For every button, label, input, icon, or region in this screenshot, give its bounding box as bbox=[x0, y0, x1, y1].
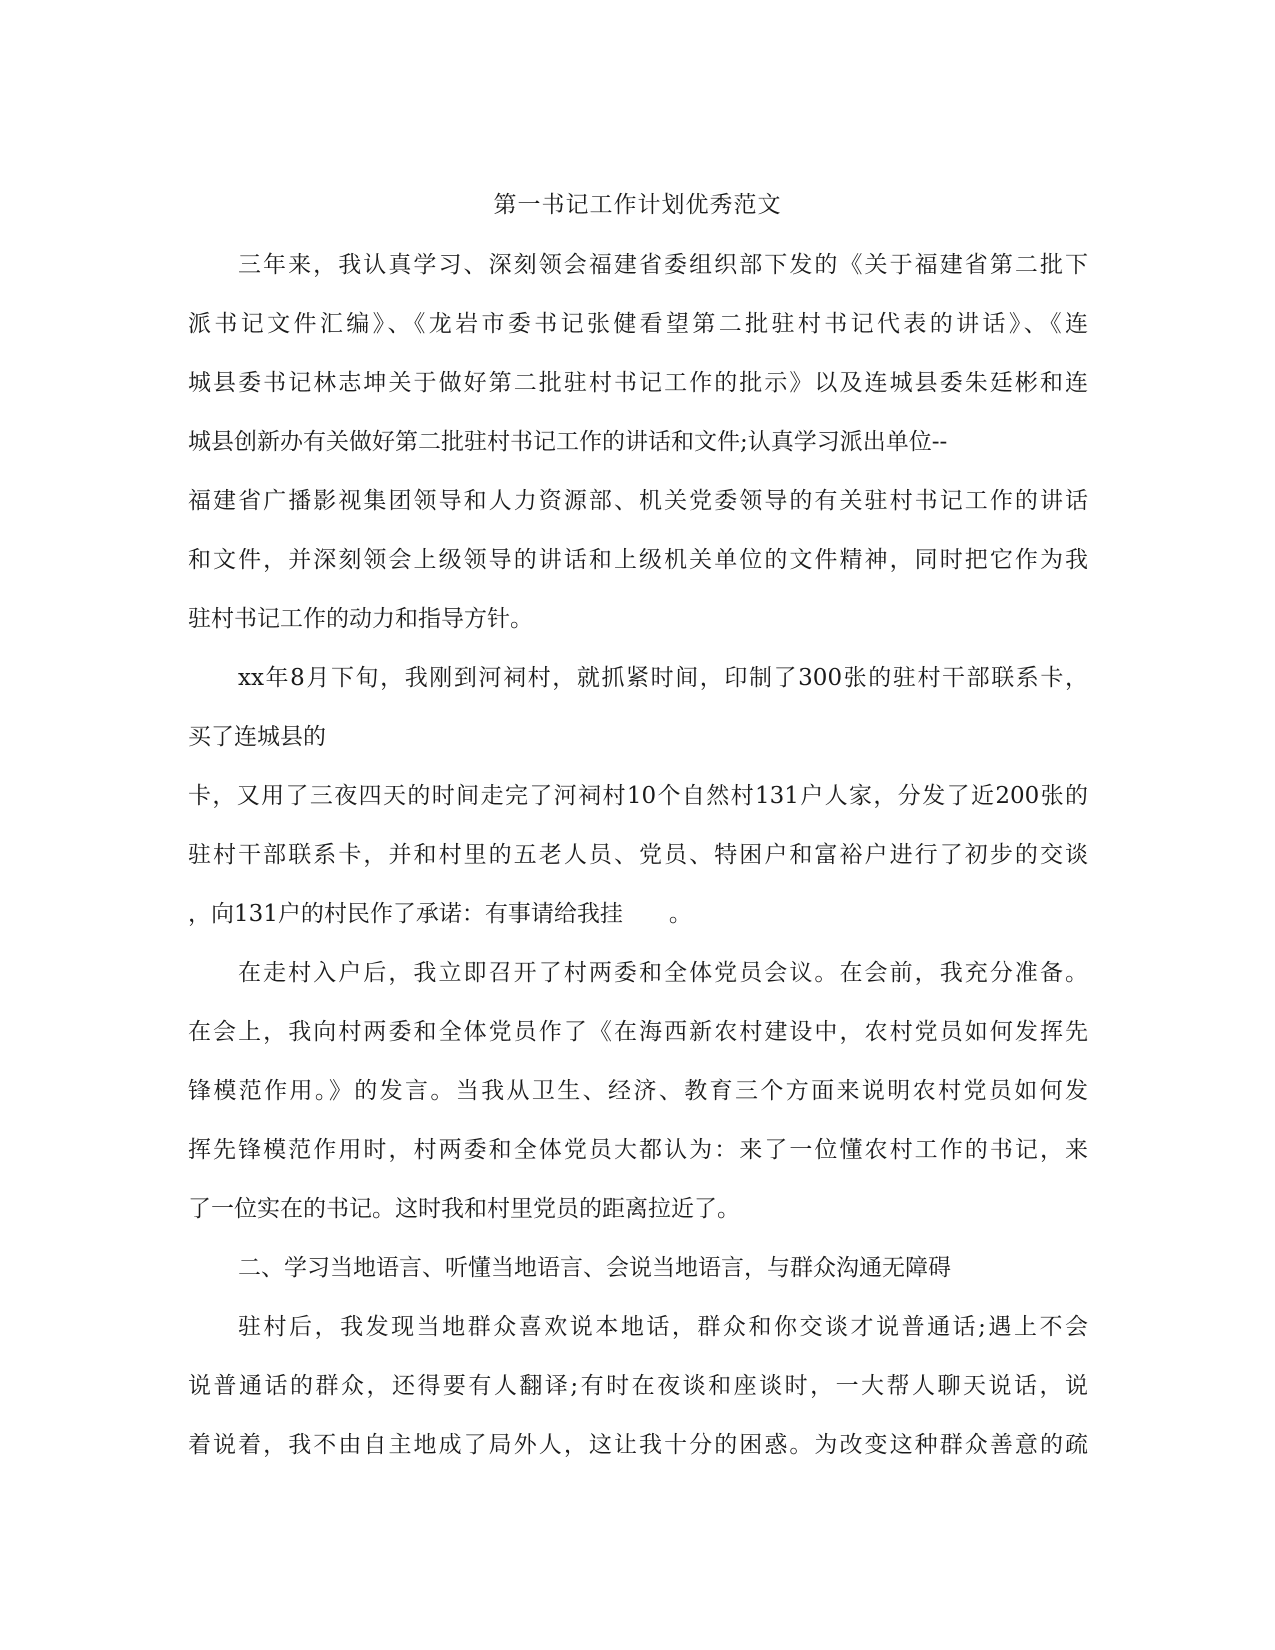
paragraph-line: 在会上，我向村两委和全体党员作了《在海西新农村建设中，农村党员如何发挥先 bbox=[188, 1019, 1088, 1045]
paragraph-line: 驻村干部联系卡，并和村里的五老人员、党员、特困户和富裕户进行了初步的交谈 bbox=[188, 842, 1088, 868]
paragraph-line: 说普通话的群众，还得要有人翻译;有时在夜谈和座谈时，一大帮人聊天说话，说 bbox=[188, 1373, 1088, 1399]
paragraph-line: 福建省广播影视集团领导和人力资源部、机关党委领导的有关驻村书记工作的讲话 bbox=[188, 488, 1088, 514]
paragraph-line: 和文件，并深刻领会上级领导的讲话和上级机关单位的文件精神，同时把它作为我 bbox=[188, 547, 1088, 573]
paragraph-line: ，向131户的村民作了承诺：有事请给我挂 。 bbox=[188, 901, 692, 927]
paragraph-line: 了一位实在的书记。这时我和村里党员的距离拉近了。 bbox=[188, 1196, 740, 1222]
paragraph-line: 驻村后，我发现当地群众喜欢说本地话，群众和你交谈才说普通话;遇上不会 bbox=[238, 1314, 1088, 1340]
section-heading: 二、学习当地语言、听懂当地语言、会说当地语言，与群众沟通无障碍 bbox=[238, 1255, 951, 1281]
document-title: 第一书记工作计划优秀范文 bbox=[493, 192, 782, 218]
paragraph-line: 卡，又用了三夜四天的时间走完了河祠村10个自然村131户人家，分发了近200张的 bbox=[188, 783, 1088, 809]
paragraph-line: 着说着，我不由自主地成了局外人，这让我十分的困惑。为改变这种群众善意的疏 bbox=[188, 1432, 1088, 1458]
paragraph-line: 城县创新办有关做好第二批驻村书记工作的讲话和文件;认真学习派出单位-- bbox=[188, 429, 948, 455]
paragraph-line: 挥先锋模范作用时，村两委和全体党员大都认为：来了一位懂农村工作的书记，来 bbox=[188, 1137, 1088, 1163]
paragraph-line: 在走村入户后，我立即召开了村两委和全体党员会议。在会前，我充分准备。 bbox=[238, 960, 1088, 986]
document-body bbox=[188, 236, 1088, 1475]
paragraph-line: 驻村书记工作的动力和指导方针。 bbox=[188, 606, 533, 632]
paragraph-line: 锋模范作用。》的发言。当我从卫生、经济、教育三个方面来说明农村党员如何发 bbox=[188, 1078, 1088, 1104]
paragraph-line: xx年8月下旬，我刚到河祠村，就抓紧时间，印制了300张的驻村干部联系卡， bbox=[238, 665, 1088, 691]
paragraph-line: 城县委书记林志坤关于做好第二批驻村书记工作的批示》以及连城县委朱廷彬和连 bbox=[188, 370, 1088, 396]
paragraph-line: 三年来，我认真学习、深刻领会福建省委组织部下发的《关于福建省第二批下 bbox=[238, 252, 1088, 278]
paragraph-line: 买了连城县的 bbox=[188, 724, 326, 750]
paragraph-line: 派书记文件汇编》、《龙岩市委书记张健看望第二批驻村书记代表的讲话》、《连 bbox=[188, 311, 1088, 337]
